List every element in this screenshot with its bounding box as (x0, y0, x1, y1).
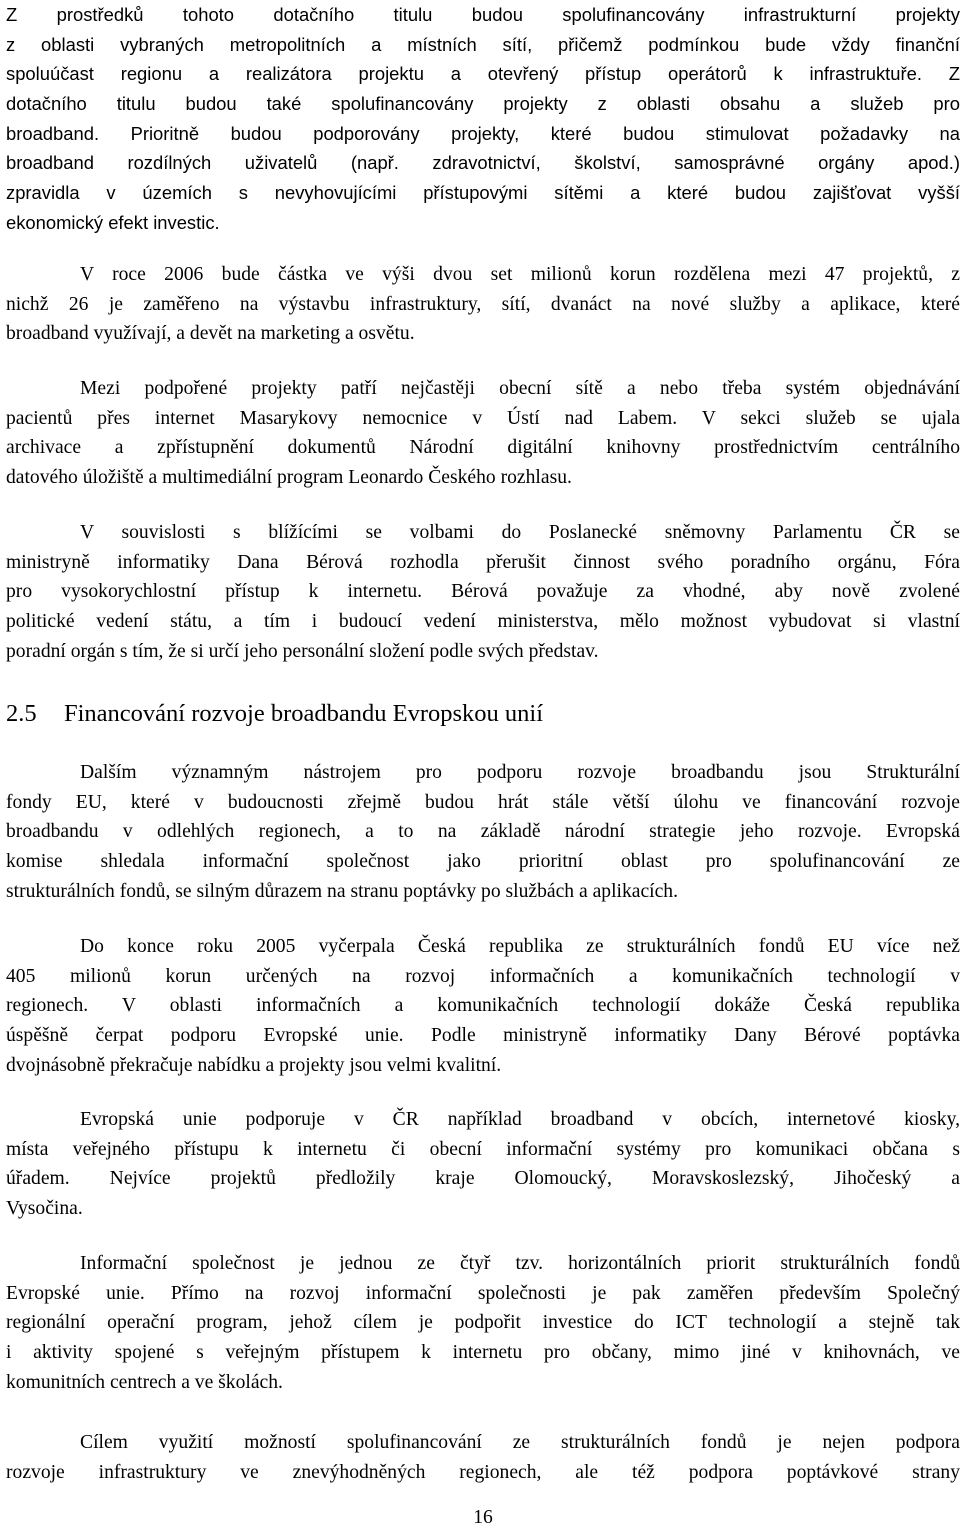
text-line: pacientů přes internet Masarykovy nemocnice v Ústí nad Labem. V sekci služeb se ujala (6, 407, 960, 429)
paragraph-text (6, 518, 960, 666)
text-line: Vysočina. (6, 1198, 83, 1220)
paragraph-8 (6, 1249, 960, 1397)
text-line: broadbandu v odlehlých regionech, a to na základě národní strategie jeho rozvoje. Evropská (6, 821, 960, 843)
text-line: fondy EU, které v budoucnosti zřejmě budou hrát stále větší úlohu ve financování rozvoje (6, 791, 960, 813)
text-line: politické vedení státu, a tím i budoucí vedení ministerstva, mělo možnost vybudovat si vlastní (6, 611, 960, 633)
text-line: V roce 2006 bude částka ve výši dvou set milionů korun rozdělena mezi 47 projektů, z (80, 264, 960, 285)
text-line: regionech. V oblasti informačních a komunikačních technologií dokáže Česká republika (6, 995, 960, 1017)
paragraph-1 (6, 0, 960, 238)
text-line: úřadem. Nejvíce projektů předložily kraje Olomoucký, Moravskoslezský, Jihočeský a (6, 1168, 960, 1190)
paragraph-3 (6, 374, 960, 493)
paragraph-5 (6, 758, 960, 906)
section-heading (6, 699, 543, 729)
text-line: Mezi podpořené projekty patří nejčastěji obecní sítě a nebo třeba systém objednávání (80, 378, 960, 399)
text-line: broadband využívají, a devět na marketing a osvětu. (6, 323, 415, 345)
paragraph-9 (6, 1428, 960, 1487)
document-page (6, 0, 960, 1531)
text-line: archivace a zpřístupnění dokumentů Národní digitální knihovny prostřednictvím centrálního (6, 437, 960, 459)
text-line: broadband. Prioritně budou podporovány projekty, které budou stimulovat požadavky na (6, 122, 960, 144)
section-number: 2.5 (6, 700, 37, 727)
text-line: komise shledala informační společnost jako prioritní oblast pro spolufinancování ze (6, 851, 960, 873)
text-line: místa veřejného přístupu k internetu či obecní informační systémy pro komunikaci občana s (6, 1138, 960, 1160)
text-line: i aktivity spojené s veřejným přístupem k internetu pro občany, mimo jiné v knihovnách, ve (6, 1342, 960, 1364)
text-line: poradní orgán s tím, že si určí jeho personální složení podle svých představ. (6, 640, 599, 662)
paragraph-text (6, 0, 960, 238)
text-line: Do konce roku 2005 vyčerpala Česká republika ze strukturálních fondů EU více než (80, 936, 960, 957)
section-title: Financování rozvoje broadbandu Evropskou unií (64, 700, 544, 727)
paragraph-text (6, 1249, 960, 1397)
text-line: zpravidla v územích s nevyhovujícími přístupovými sítěmi a které budou zajišťovat vyšší (6, 182, 960, 204)
paragraph-text (6, 758, 960, 906)
text-line: ministryně informatiky Dana Bérová rozhodla přerušit činnost svého poradního orgánu, Fóra (6, 551, 960, 573)
text-line: dotačního titulu budou také spolufinancovány projekty z oblasti obsahu a služeb pro (6, 93, 960, 115)
text-line: komunitních centrech a ve školách. (6, 1371, 283, 1393)
paragraph-6 (6, 932, 960, 1080)
text-line: Informační společnost je jednou ze čtyř tzv. horizontálních priorit strukturálních fondů (80, 1253, 960, 1274)
text-line: Cílem využití možností spolufinancování ze strukturálních fondů je nejen podpora (80, 1432, 960, 1453)
text-line: dvojnásobně překračuje nabídku a projekty jsou velmi kvalitní. (6, 1054, 502, 1076)
paragraph-text (6, 260, 960, 349)
text-line: spoluúčast regionu a realizátora projektu a otevřený přístup operátorů k infrastruktuře. Z (6, 63, 960, 85)
paragraph-text (6, 374, 960, 493)
text-line: broadband rozdílných uživatelů (např. zdravotnictví, školství, samosprávné orgány apod.) (6, 152, 960, 174)
text-line: pro vysokorychlostní přístup k internetu. Bérová považuje za vhodné, aby nově zvolené (6, 581, 960, 603)
paragraph-4 (6, 518, 960, 666)
text-line: ekonomický efekt investic. (6, 211, 220, 233)
text-line: V souvislosti s blížícími se volbami do Poslanecké sněmovny Parlamentu ČR se (80, 522, 960, 543)
text-line: Evropské unie. Přímo na rozvoj informační společnosti je pak zaměřen především Společný (6, 1282, 960, 1304)
text-line: nichž 26 je zaměřeno na výstavbu infrastruktury, sítí, dvanáct na nové služby a aplikace, které (6, 293, 960, 315)
text-line: Dalším významným nástrojem pro podporu rozvoje broadbandu jsou Strukturální (80, 762, 960, 783)
paragraph-text (6, 1428, 960, 1487)
text-line: 405 milionů korun určených na rozvoj informačních a komunikačních technologií v (6, 965, 960, 987)
paragraph-text (6, 932, 960, 1080)
text-line: strukturálních fondů, se silným důrazem na stranu poptávky po službách a aplikacích. (6, 880, 678, 902)
paragraph-7 (6, 1105, 960, 1224)
text-line: z oblasti vybraných metropolitních a místních sítí, přičemž podmínkou bude vždy finanční (6, 33, 960, 55)
paragraph-text (6, 1105, 960, 1224)
text-line: rozvoje infrastruktury ve znevýhodněných regionech, ale též podpora poptávkové strany (6, 1461, 960, 1483)
text-line: úspěšně čerpat podporu Evropské unie. Podle ministryně informatiky Dany Bérové poptávka (6, 1025, 960, 1047)
text-line: Evropská unie podporuje v ČR například broadband v obcích, internetové kiosky, (80, 1109, 960, 1130)
paragraph-2 (6, 260, 960, 349)
text-line: regionální operační program, jehož cílem je podpořit investice do ICT technologií a stejně tak (6, 1312, 960, 1334)
text-line: datového úložiště a multimediální program Leonardo Českého rozhlasu. (6, 467, 572, 489)
text-line: Z prostředků tohoto dotačního titulu budou spolufinancovány infrastrukturní projekty (6, 4, 960, 25)
page-number: 16 (473, 1507, 493, 1528)
